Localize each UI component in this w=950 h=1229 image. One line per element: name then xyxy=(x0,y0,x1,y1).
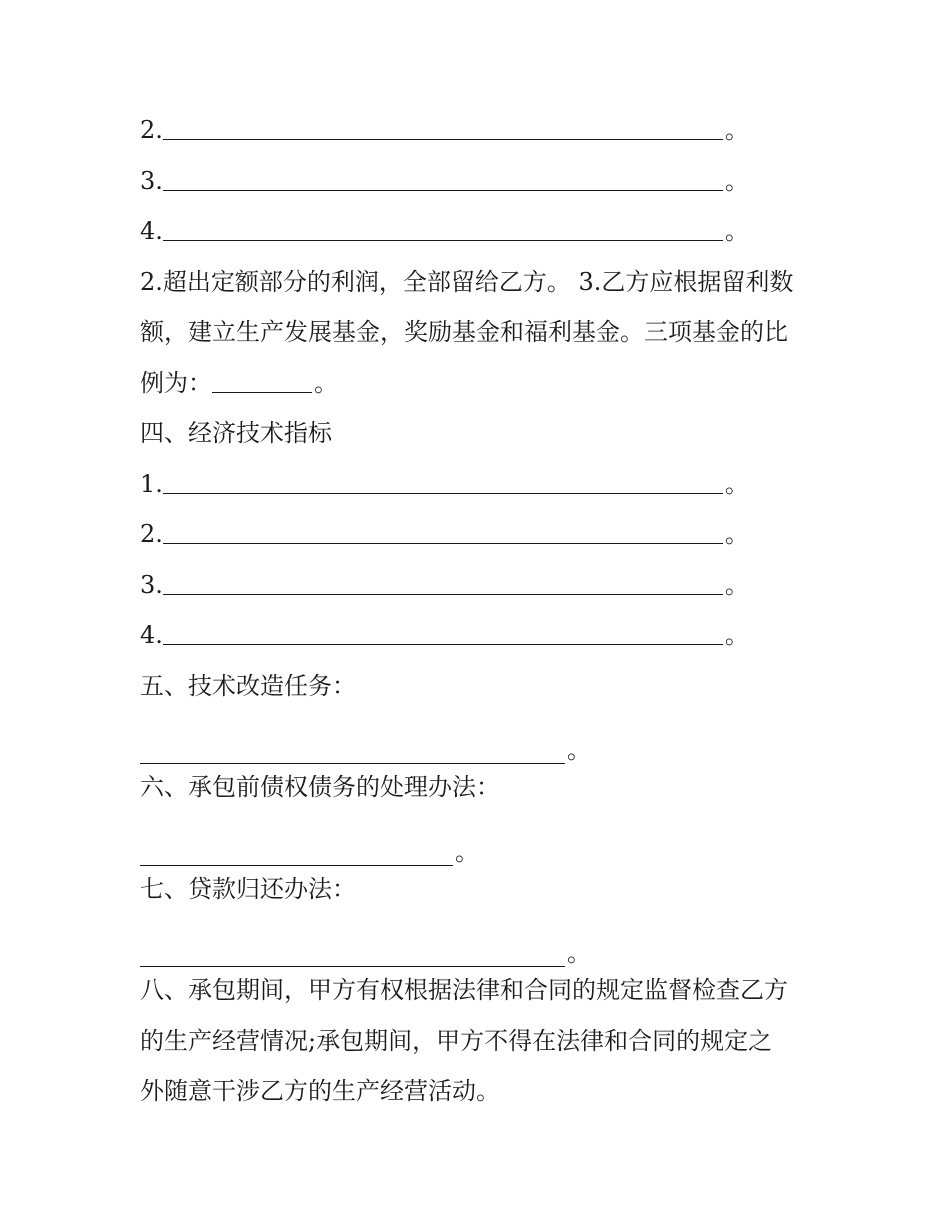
fill-in-blank[interactable] xyxy=(140,946,565,967)
fill-in-blank[interactable] xyxy=(163,119,723,140)
item-period: 。 xyxy=(724,469,749,498)
fund-ratio-blank[interactable] xyxy=(212,372,312,393)
item-number: 4. xyxy=(140,217,163,245)
fill-in-blank[interactable] xyxy=(163,574,723,595)
item-period: 。 xyxy=(314,368,338,397)
section6-heading: 六、承包前债权债务的处理办法： xyxy=(140,773,500,801)
item-period: 。 xyxy=(724,217,749,245)
fill-in-blank[interactable] xyxy=(163,473,723,494)
item-number: 1. xyxy=(140,469,163,498)
item-number: 4. xyxy=(140,621,163,649)
fill-in-blank[interactable] xyxy=(140,845,453,866)
fund-ratio-label: 例为： xyxy=(140,368,212,397)
section8-line: 外随意干涉乙方的生产经营活动。 xyxy=(140,1077,500,1105)
item-period: 。 xyxy=(567,939,591,967)
item-period: 。 xyxy=(724,166,749,195)
item-period: 。 xyxy=(724,570,749,599)
section5-heading: 五、技术改造任务： xyxy=(140,671,356,700)
section3-item-4 xyxy=(140,206,820,257)
section5-answer-line xyxy=(140,711,820,762)
section7-heading: 七、贷款归还办法： xyxy=(140,874,356,903)
item-number: 3. xyxy=(140,166,163,195)
item-period: 。 xyxy=(724,621,749,649)
fill-in-blank[interactable] xyxy=(163,523,723,544)
section4-item-3 xyxy=(140,560,820,611)
document-page xyxy=(140,105,820,1117)
item-period: 。 xyxy=(455,837,479,866)
section8-line: 的生产经营情况;承包期间，甲方不得在法律和合同的规定之 xyxy=(140,1026,773,1055)
fill-in-blank[interactable] xyxy=(163,220,723,241)
item-period: 。 xyxy=(724,116,749,144)
paragraph-line: 额，建立生产发展基金，奖励基金和福利基金。三项基金的比 xyxy=(140,318,788,346)
fill-in-blank[interactable] xyxy=(140,743,565,764)
section3-item-2 xyxy=(140,105,820,156)
section7-answer-line xyxy=(140,914,820,965)
fill-in-blank[interactable] xyxy=(163,170,723,191)
fund-ratio-line xyxy=(140,358,820,409)
section4-heading: 四、经济技术指标 xyxy=(140,419,332,447)
section3-item-3 xyxy=(140,156,820,207)
item-period: 。 xyxy=(567,736,591,764)
item-number: 2. xyxy=(140,520,163,548)
section4-item-1 xyxy=(140,459,820,510)
item-number: 3. xyxy=(140,570,163,599)
item-period: 。 xyxy=(724,520,749,548)
paragraph-line: 2.超出定额部分的利润，全部留给乙方。 3.乙方应根据留利数 xyxy=(140,267,794,296)
item-number: 2. xyxy=(140,116,163,144)
section6-answer-line xyxy=(140,813,820,864)
section8-line: 八、承包期间，甲方有权根据法律和合同的规定监督检查乙方 xyxy=(140,976,788,1004)
section4-item-2 xyxy=(140,509,820,560)
fill-in-blank[interactable] xyxy=(163,624,723,645)
section4-item-4 xyxy=(140,610,820,661)
